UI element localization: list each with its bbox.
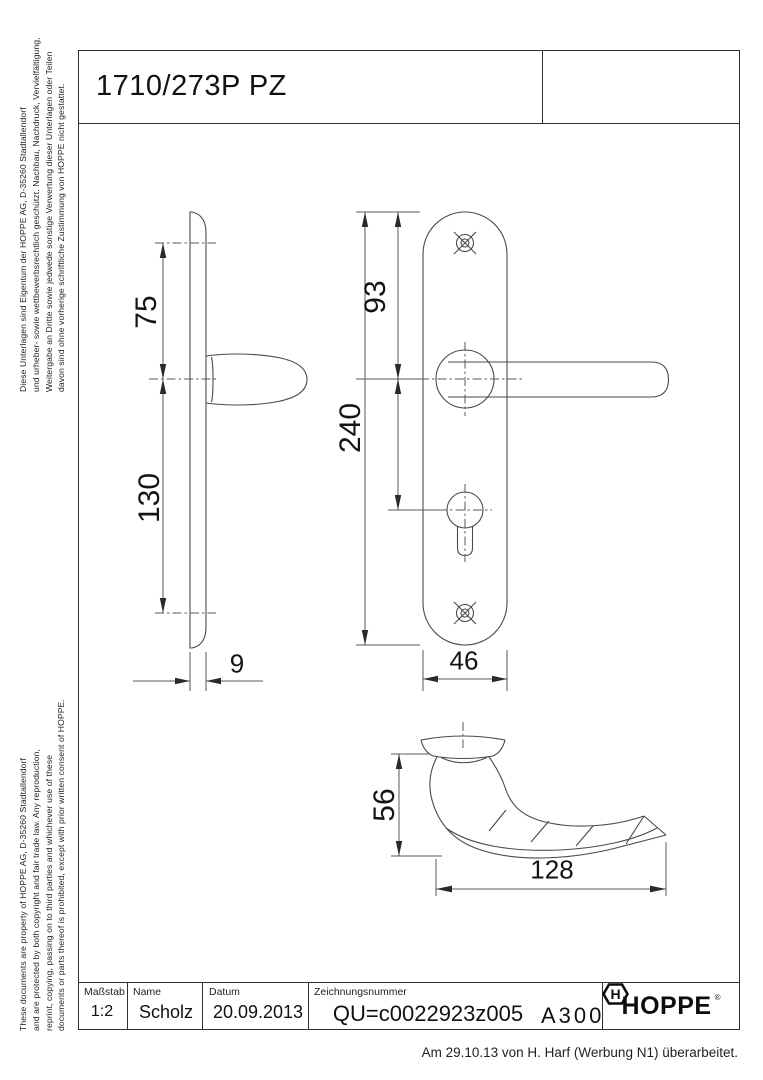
dim-handle-to-bottom-screw: 130 (133, 472, 166, 524)
legal-note-english-line: reprint, copying, passing on to third parties and whichever use of these (43, 754, 54, 1031)
legal-note-german-line: und urheber- sowie wettbewerbsrechtlich geschützt. Nachbau, Nachdruck, Vervielfältigung, (30, 37, 41, 392)
revision-note: Am 29.10.13 von H. Harf (Werbung N1) überarbeitet. (421, 1045, 738, 1060)
dim-handle-length: 128 (530, 854, 574, 885)
hoppe-logo-text: HOPPE (621, 991, 712, 1020)
legal-note-english-line: These documents are property of HOPPE AG, D-35260 Stadtallendorf (18, 758, 28, 1031)
datum-label: Datum (209, 986, 240, 998)
hoppe-logo (602, 982, 740, 1030)
svg-text:H: H (610, 985, 621, 1002)
dim-plate-thickness: 9 (229, 648, 245, 679)
legal-note-english-line: and are protected by both copyright and fair trade law. Any reproduction, (30, 749, 41, 1031)
legal-note-german-line: davon sind ohne vorherige schriftliche Zustimmung von HOPPE nicht gestattet. (56, 83, 67, 392)
dim-screw-to-handle: 75 (130, 295, 163, 329)
drawing-title: 1710/273P PZ (96, 70, 287, 102)
masstab-value: 1:2 (90, 1003, 114, 1020)
zeichnungsnummer-label: Zeichnungsnummer (314, 986, 407, 998)
name-value: Scholz (138, 1002, 194, 1022)
dim-top-to-handle: 93 (359, 280, 392, 314)
dim-plate-width: 46 (449, 645, 479, 676)
legal-note-english-line: documents or parts thereof is prohibited, except with prior written consent of HOPPE. (56, 699, 67, 1031)
name-label: Name (133, 986, 162, 998)
registered-trademark-icon: ® (714, 992, 721, 1002)
screw-hole-icon (454, 232, 476, 254)
legal-note-german-line: Weitergabe an Dritte sowie jedwede sonstige Verwertung dieser Unterlagen oder Teilen (43, 51, 54, 392)
format-code: A300 (541, 1003, 605, 1028)
legal-note-german-line: Diese Unterlagen sind Eigentum der HOPPE AG, D-35260 Stadtallendorf (18, 107, 28, 392)
zeichnungsnummer-value: QU=c0022923z005 (332, 1001, 524, 1026)
dim-plate-height: 240 (334, 402, 367, 454)
side-view-drawing (133, 212, 307, 691)
handle-profile-drawing (391, 722, 666, 896)
masstab-label: Maßstab (84, 986, 125, 998)
screw-hole-icon (454, 602, 476, 624)
hoppe-hexagon-h-icon (602, 982, 629, 1006)
dim-handle-height: 56 (368, 788, 401, 822)
front-view-drawing (356, 212, 669, 691)
datum-value: 20.09.2013 (212, 1002, 304, 1022)
